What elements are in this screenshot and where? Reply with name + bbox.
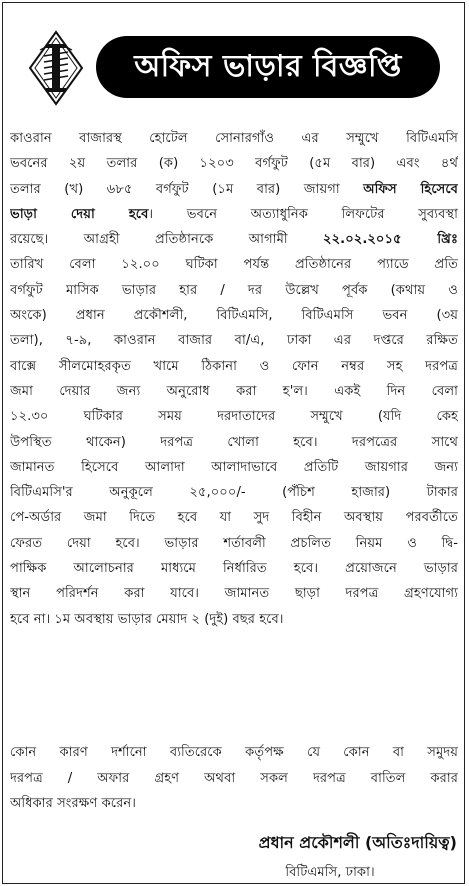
- closing-line: কোন কারণ দর্শানো ব্যতিরেকে কর্তৃপক্ষ যে কোন বা সমুদয়: [10, 745, 458, 760]
- bold-text: অফিস হিসেবে: [363, 181, 458, 197]
- text-run: জামানত হিসেবে আলাদা আলাদাভাবে প্রতিটি জায়গার জন্য: [10, 459, 458, 475]
- body-line: [10, 151, 458, 176]
- body-line: [10, 126, 458, 151]
- text-run: । ভবনে অত্যাধুনিক লিফটের সুব্যবস্থা: [148, 206, 458, 222]
- text-run: জমা দেয়ার জন্য অনুরোধ করা হ'ল। একই দিন বেলা: [10, 383, 458, 399]
- bold-text: ভাড়া দেয়া হবে: [10, 206, 149, 222]
- body-line: [10, 404, 458, 429]
- text-run: তারিখ বেলা ১২.০০ ঘটিকা পর্যন্ত প্রতিষ্ঠানের প্যাডে প্রতি: [10, 257, 458, 273]
- title-banner: [96, 36, 440, 98]
- body-line: [10, 556, 458, 581]
- text-run: রয়েছে। আগ্রহী প্রতিষ্ঠানকে আগামী: [10, 232, 324, 248]
- text-run: অংকে) প্রধান প্রকৌশলী, বিটিএমসি, বিটিএমসি ভবন (৩য়: [10, 308, 458, 324]
- body-line: [10, 177, 458, 202]
- signature-organization: বিটিএমসি, ঢাকা।: [285, 865, 375, 880]
- body-line: [10, 607, 458, 632]
- text-run: কাওরান বাজারস্থ হোটেল সোনারগাঁও এর সম্মুখে বিটিএমসি: [10, 131, 458, 146]
- notice-body: [10, 126, 458, 632]
- body-line: [10, 581, 458, 606]
- body-line: [10, 531, 458, 556]
- closing-line: অধিকার সংরক্ষণ করেন।: [10, 796, 136, 811]
- text-run: ফেরত দেয়া হবে। ভাড়ার শর্তাবলী প্রচলিত নিয়ম ও দ্বি-: [10, 535, 458, 551]
- text-run: বর্গফুট মাসিক ভাড়ার হার / দর উল্লেখ পূর্বক (কথায় ও: [10, 282, 458, 298]
- text-run: উপস্থিত থাকেন) দরপত্র খোলা হবে। দরপত্রের সাথে: [10, 434, 458, 450]
- bold-text: ২২.০২.২০১৫ খ্রিঃ: [323, 232, 458, 248]
- body-line: [10, 252, 458, 277]
- body-line: [10, 227, 458, 252]
- body-line: [10, 354, 458, 379]
- body-line: [10, 278, 458, 303]
- body-line: [10, 202, 458, 227]
- body-line: [10, 328, 458, 353]
- body-line: [10, 455, 458, 480]
- text-run: বিটিএমসি'র অনুকূলে ২৫,০০০/- (পঁচিশ হাজার) টাকার: [10, 485, 458, 501]
- text-run: স্থান পরিদর্শন করা যাবে। জামানত ছাড়া দরপত্র গ্রহণযোগ্য: [10, 586, 458, 602]
- text-run: ভবনের ২য় তলার (ক) ১২০৩ বর্গফুট (৫ম বার) এবং ৪র্থ: [10, 156, 458, 172]
- text-run: তলা), ৭-৯, কাওরান বাজার বা/এ, ঢাকা এর দপ্তরে রক্ষিত: [10, 333, 458, 349]
- text-run: পে-অর্ডার জমা দিতে হবে যা সুদ বিহীন অবস্থায় পরবর্তীতে: [10, 510, 458, 526]
- btmc-logo: [28, 30, 84, 106]
- closing-line: দরপত্র / অফার গ্রহণ অথবা সকল দরপত্র বাতিল করার: [10, 770, 458, 786]
- body-line: [10, 430, 458, 455]
- text-run: তলার (খ) ৬৮৫ বর্গফুট (১ম বার) জায়গা: [10, 181, 364, 197]
- notice-header: [0, 0, 469, 118]
- text-run: ১২.৩০ ঘটিকার সময় দরদাতাদের সম্মুখে (যদি কেহ: [10, 409, 458, 425]
- body-line: [10, 379, 458, 404]
- text-run: পাক্ষিক আলোচনার মাধ্যমে নির্ধারিত হবে। প্রয়োজনে ভাড়ার: [10, 561, 458, 577]
- text-run: হবে না। ১ম অবস্থায় ভাড়ার মেয়াদ ২ (দুই) বছর হবে।: [10, 611, 284, 627]
- notice-closing-paragraph: [10, 740, 458, 817]
- text-run: বাক্সে সীলমোহরকৃত খামে ঠিকানা ও ফোন নম্বর সহ দরপত্র: [10, 358, 458, 374]
- notice-title: অফিস ভাড়ার বিজ্ঞপ্তি: [134, 48, 402, 84]
- signature-title: প্রধান প্রকৌশলী (অতিঃদায়িত্ব): [258, 833, 457, 852]
- body-line: [10, 480, 458, 505]
- body-line: [10, 505, 458, 530]
- body-line: [10, 303, 458, 328]
